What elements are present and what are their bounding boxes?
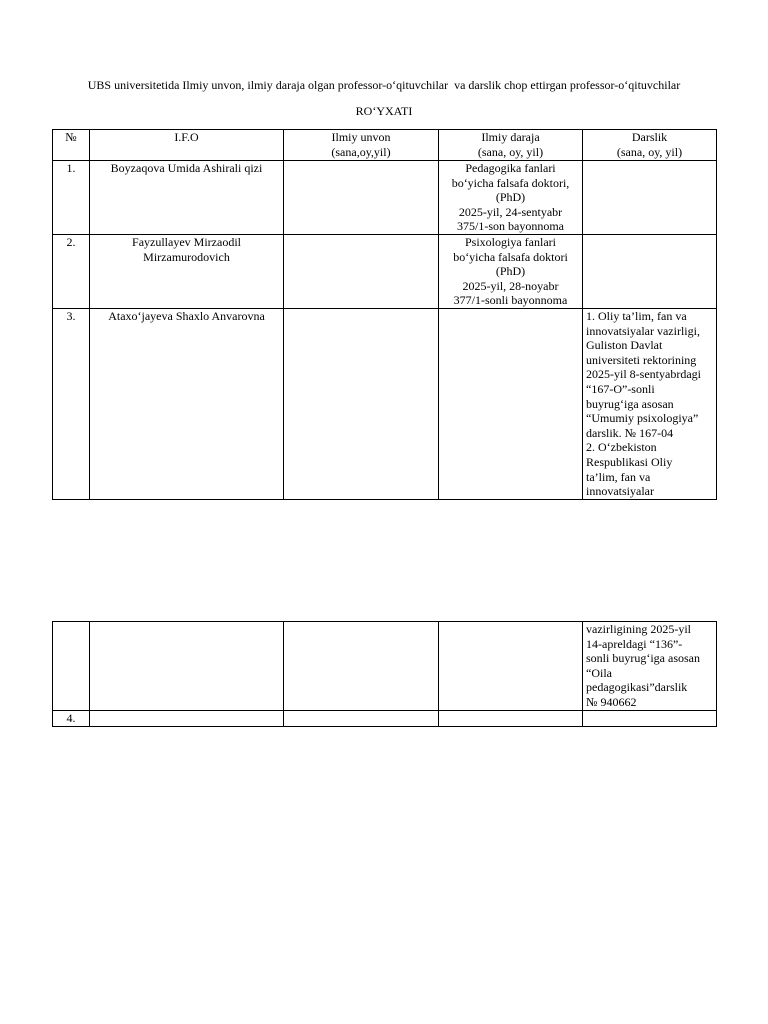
row-ilmiy-unvon	[284, 309, 439, 500]
row-ilmiy-unvon	[284, 161, 439, 235]
row-num: 3.	[53, 309, 90, 500]
table-header-row	[53, 130, 717, 161]
header-num: №	[53, 130, 90, 161]
table-row	[53, 622, 717, 711]
table-row	[53, 161, 717, 235]
row-ilmiy-daraja: Pedagogika fanlari bo‘yicha falsafa doktori, (PhD) 2025-yil, 24-sentyabr 375/1-son bayonnoma	[439, 161, 583, 235]
row-ilmiy-unvon	[284, 622, 439, 711]
document-subtitle: RO‘YXATI	[355, 104, 413, 118]
row-darslik	[583, 235, 717, 309]
row-num: 4.	[53, 710, 90, 726]
row-name	[90, 710, 284, 726]
table-row	[53, 235, 717, 309]
row-num: 2.	[53, 235, 90, 309]
row-name	[90, 622, 284, 711]
row-name: Fayzullayev Mirzaodil Mirzamurodovich	[90, 235, 284, 309]
row-ilmiy-daraja	[439, 622, 583, 711]
row-ilmiy-daraja: Psixologiya fanlari bo‘yicha falsafa doktori (PhD) 2025-yil, 28-noyabr 377/1-sonli bayonnoma	[439, 235, 583, 309]
row-name: Ataxo‘jayeva Shaxlo Anvarovna	[90, 309, 284, 500]
row-ilmiy-daraja	[439, 309, 583, 500]
staff-table-continuation	[52, 621, 717, 727]
row-name: Boyzaqova Umida Ashirali qizi	[90, 161, 284, 235]
header-ilmiy-daraja: Ilmiy daraja (sana, oy, yil)	[439, 130, 583, 161]
row-ilmiy-unvon	[284, 235, 439, 309]
row-ilmiy-unvon	[284, 710, 439, 726]
row-darslik: vazirligining 2025-yil 14-apreldagi “136”- sonli buyrug‘iga asosan “Oila pedagogikasi”darslik № 940662	[583, 622, 717, 711]
header-ilmiy-unvon: Ilmiy unvon (sana,oy,yil)	[284, 130, 439, 161]
row-darslik: 1. Oliy ta’lim, fan va innovatsiyalar vazirligi, Guliston Davlat universiteti rektorining 2025-yil 8-sentyabrdagi “167-O”-sonli buyrug‘iga asosan “Umumiy psixologiya” darslik. № 167-04 2. O‘zbekiston Respublikasi Oliy ta’lim, fan va innovatsiyalar	[583, 309, 717, 500]
document-title: UBS universitetida Ilmiy unvon, ilmiy daraja olgan professor-o‘qituvchilar va darslik chop ettirgan professor-o‘qituvchilar	[87, 78, 681, 92]
row-darslik	[583, 710, 717, 726]
row-darslik	[583, 161, 717, 235]
staff-table	[52, 129, 717, 500]
table-row	[53, 710, 717, 726]
header-darslik: Darslik (sana, oy, yil)	[583, 130, 717, 161]
header-name: I.F.O	[90, 130, 284, 161]
row-num: 1.	[53, 161, 90, 235]
row-num	[53, 622, 90, 711]
row-ilmiy-daraja	[439, 710, 583, 726]
table-row	[53, 309, 717, 500]
